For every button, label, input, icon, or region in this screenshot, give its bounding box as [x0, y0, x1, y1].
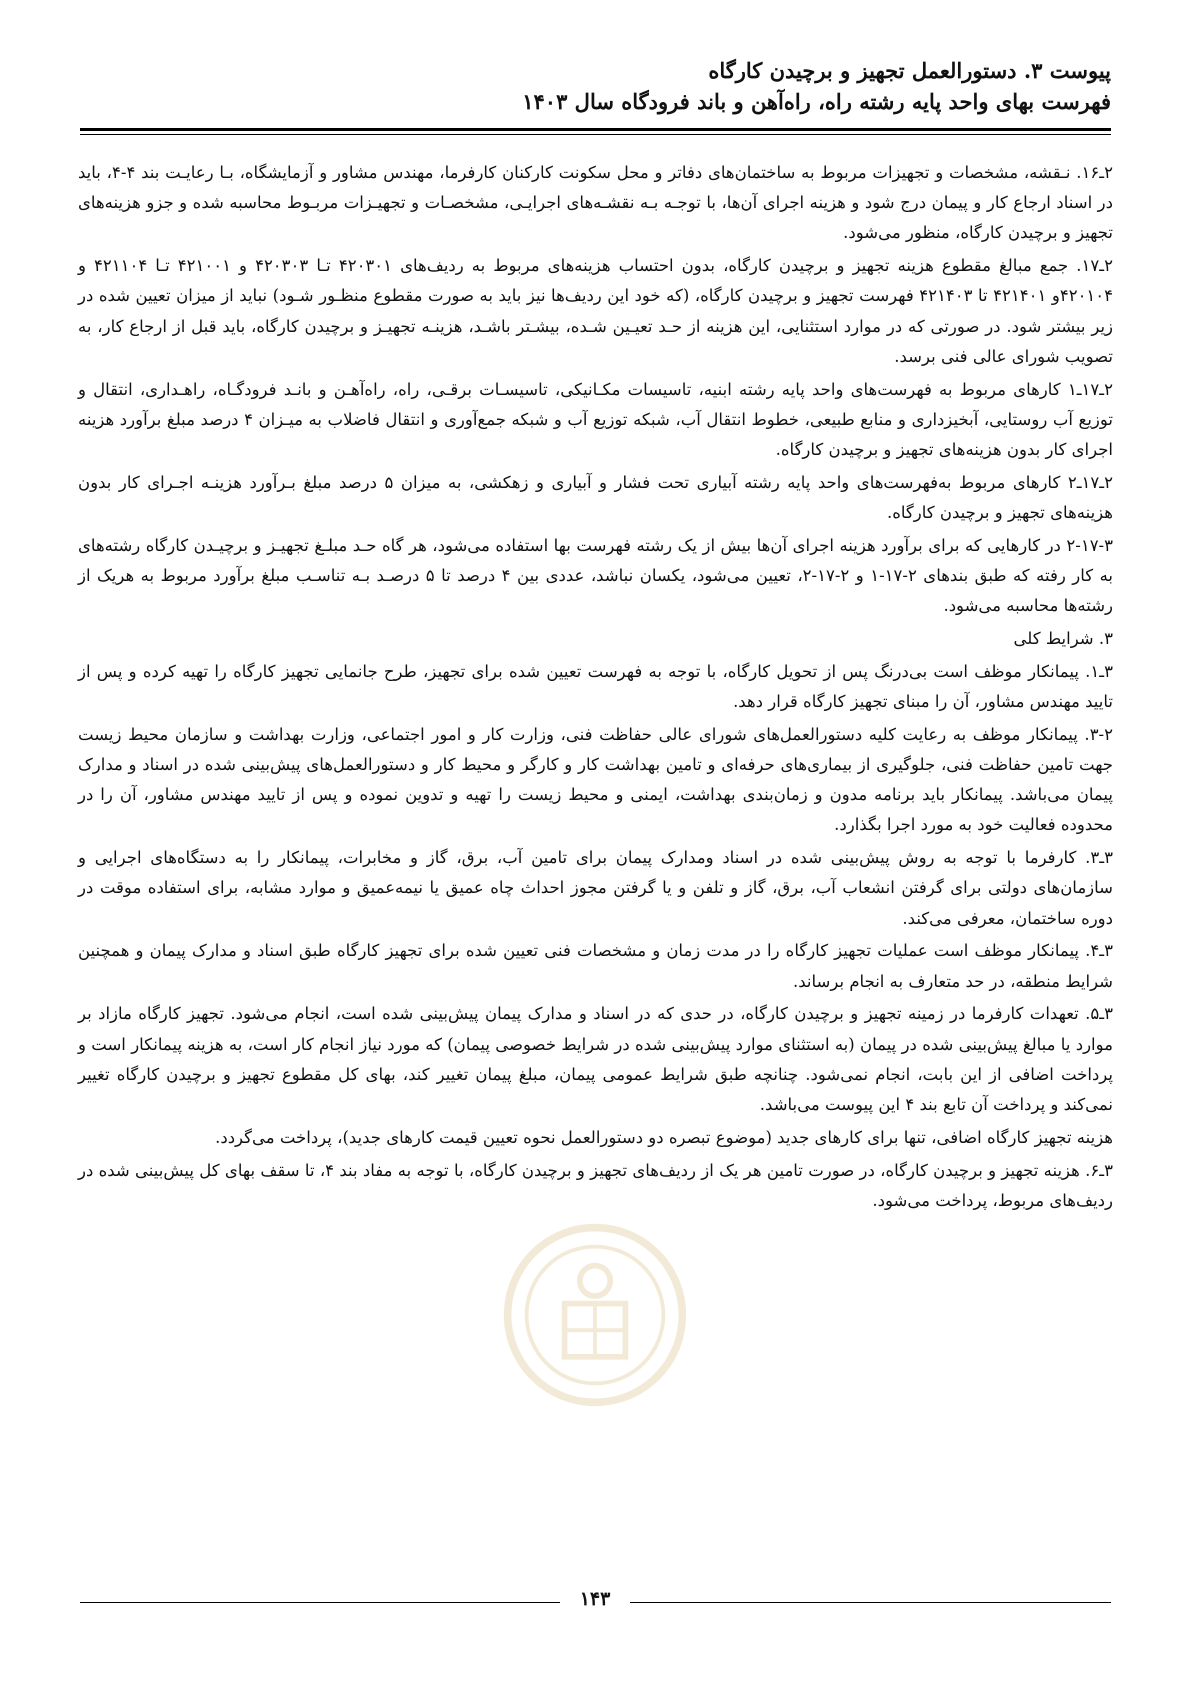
paragraph-3-2: ۳-۲. پیمانکار موظف به رعایت کلیه دستورالعمل‌های شورای عالی حفاظت فنی، وزارت کار و امور اجتماعی، وزارت بهداشت و سازمان محیط زیست جهت تامین حفاظت فنی، جلوگیری از بیماری‌های حرفه‌ای و تامین بهداشت کار و کارگر و محیط کار و دستورالعمل‌های پیش‌بینی شده در اسناد و مدارک پیمان می‌باشد. پیمانکار باید برنامه مدون و زمان‌بندی بهداشت، ایمنی و محیط زیست را تهیه و تدوین نموده و پس از تایید مهندس مشاور، آن را در محدوده فعالیت خود به مورد اجرا بگذارد. — [78, 724, 1113, 835]
header-rule-thick — [80, 128, 1111, 131]
paragraph-3-6: ۳ـ۶. هزینه تجهیز و برچیدن کارگاه، در صورت تامین هر یک از ردیف‌های تجهیز و برچیدن کارگاه، با توجه به مفاد بند ۴، تا سقف بهای کل پیش‌بینی شده در ردیف‌های مربوط، پرداخت می‌شود. — [78, 1160, 1113, 1210]
paragraph-2-16: ۲ـ۱۶. نـقشه، مشخصات و تجهیزات مربوط به ساختمان‌های دفاتر و محل سکونت کارکنان کارفرما، مهندس مشاور و آزمایشگاه، بـا رعایـت بند ۴-۴، باید در اسناد ارجاع کار و پیمان درج شود و هزینه اجرای آن‌ها، با توجـه بـه نقشـه‌های اجرایـی، مشخصـات و تجهیـزات مربـوط محاسبه شده و جزو هزینه‌های تجهیز و برچیدن کارگاه، منظور می‌شود. — [78, 163, 1113, 243]
footer-rule-left — [80, 1602, 560, 1603]
paragraph-2-17-3: ۲-۱۷-۳ در کارهایی که برای برآورد هزینه اجرای آن‌ها بیش از یک رشته فهرست بها استفاده می‌شود، هر گاه حـد مبلـغ تجهیـز و برچیـدن کارگاه رشته‌های به کار رفته که طبق بندهای ۲-۱۷-۱ و ۲-۱۷-۲، تعیین می‌شود، یکسان نباشد، عددی بین ۴ درصد تا ۵ درصـد بـه تناسـب مبلغ برآورد مربوط به هریک از رشته‌ها محاسبه می‌شود. — [78, 535, 1114, 616]
paragraph-3-4: ۳ـ۴. پیمانکار موظف است عملیات تجهیز کارگاه را در مدت زمان و مشخصات فنی تعیین شده برای تجهیز کارگاه طبق اسناد و مدارک پیمان و همچنین شرایط منطقه، در حد متعارف به انجام برساند. — [78, 941, 1113, 991]
paragraph-3-3: ۳ـ۳. کارفرما با توجه به روش پیش‌بینی شده در اسناد ومدارک پیمان برای تامین آب، برق، گاز و مخابرات، پیمانکار را به دستگاه‌های اجرایی و سازمان‌های دولتی برای گرفتن انشعاب آب، برق، گاز و تلفن و یا گرفتن مجوز احداث چاه عمیق یا نیمه‌عمیق و موارد مشابه، برای استفاده موقت در دوره ساختمان، معرفی می‌کند. — [78, 848, 1113, 928]
page-header — [80, 55, 1111, 117]
footer-rule-right — [630, 1602, 1111, 1603]
header-rule-thin — [80, 134, 1111, 135]
page-number: ۱۴۳ — [579, 1588, 611, 1610]
paragraph-3-1: ۳ـ۱. پیمانکار موظف است بی‌درنگ پس از تحویل کارگاه، با توجه به فهرست تعیین شده برای تجهیز، طرح جانمایی تجهیز کارگاه را تهیه کرده و پس از تایید مهندس مشاور، آن را مبنای تجهیز کارگاه قرار دهد. — [78, 661, 1113, 712]
paragraph-2-17-2: ۲ـ۱۷ـ۲ کارهای مربوط به‌فهرست‌های واحد پایه رشته آبیاری تحت فشار و آبیاری و زهکشی، به میزان ۵ درصد مبلغ بـرآورد هزینـه اجـرای کار بدون هزینه‌های تجهیز و برچیدن کارگاه. — [78, 472, 1113, 523]
section-heading-3: ۳. شرایط کلی — [1013, 629, 1113, 649]
publisher-seal-icon — [500, 1220, 690, 1410]
paragraph-2-17: ۲ـ۱۷. جمع مبالغ مقطوع هزینه تجهیز و برچیدن کارگاه، بدون احتساب هزینه‌های مربوط به ردیف‌های ۴۲۰۳۰۱ تـا ۴۲۰۳۰۳ و ۴۲۱۰۰۱ تـا ۴۲۱۱۰۴ و ۴۲۰۱۰۴و ۴۲۱۴۰۱ تا ۴۲۱۴۰۳ فهرست تجهیز و برچیدن کارگاه، (که خود این ردیف‌ها نیز باید به صورت مقطوع منظـور شـود) نباید از میزان تعیین شده در زیر بیشتر شود. در صورتی که در موارد استثنایی، این هزینه از حـد تعیـین شـده، بیشـتر باشـد، هزینـه تجهیـز و برچیدن کارگاه، باید قبل از ارجاع کار، به تصویب شورای عالی فنی برسد. — [78, 256, 1114, 366]
body-text — [78, 158, 1113, 1219]
paragraph-3-5-extra: هزینه تجهیز کارگاه اضافی، تنها برای کارهای جدید (موضوع تبصره دو دستورالعمل نحوه تعیین قیمت کارهای جدید)، پرداخت می‌گردد. — [215, 1127, 1113, 1147]
header-subtitle: فهرست بهای واحد پایه رشته راه، راه‌آهن و باند فرودگاه سال ۱۴۰۳ — [522, 89, 1111, 114]
header-title: پیوست ۳. دستورالعمل تجهیز و برچیدن کارگاه — [708, 58, 1111, 83]
paragraph-3-5: ۳ـ۵. تعهدات کارفرما در زمینه تجهیز و برچیدن کارگاه، در حدی که در اسناد و مدارک پیمان پیش‌بینی شده است، انجام می‌شود. تجهیز کارگاه مازاد بر موارد یا مبالغ پیش‌بینی شده در پیمان (به استثنای موارد پیش‌بینی شده در شرایط خصوصی پیمان) که مورد نیاز انجام کار است، به هزینه پیمانکار است و پرداخت اضافی از این بابت، انجام نمی‌شود. چنانچه طبق شرایط عمومی پیمان، مبلغ پیمان تغییر کند، بهای کل مقطوع تجهیز و برچیدن کارگاه تغییر نمی‌کند و پرداخت آن تابع بند ۴ این پیوست می‌باشد. — [78, 1004, 1113, 1115]
paragraph-2-17-1: ۲ـ۱۷ـ۱ کارهای مربوط به فهرست‌های واحد پایه رشته ابنیه، تاسیسات مکـانیکی، تاسیسـات برقـی، راه، راه‌آهـن و بانـد فرودگـاه، راهـداری، انتقال و توزیع آب روستایی، آبخیزداری و منابع طبیعی، خطوط انتقال آب، شبکه توزیع آب و شبکه جمع‌آوری و انتقال فاضلاب به میـزان ۴ درصد مبلغ برآورد هزینه اجرای کار بدون هزینه‌های تجهیز و برچیدن کارگاه. — [78, 379, 1113, 460]
